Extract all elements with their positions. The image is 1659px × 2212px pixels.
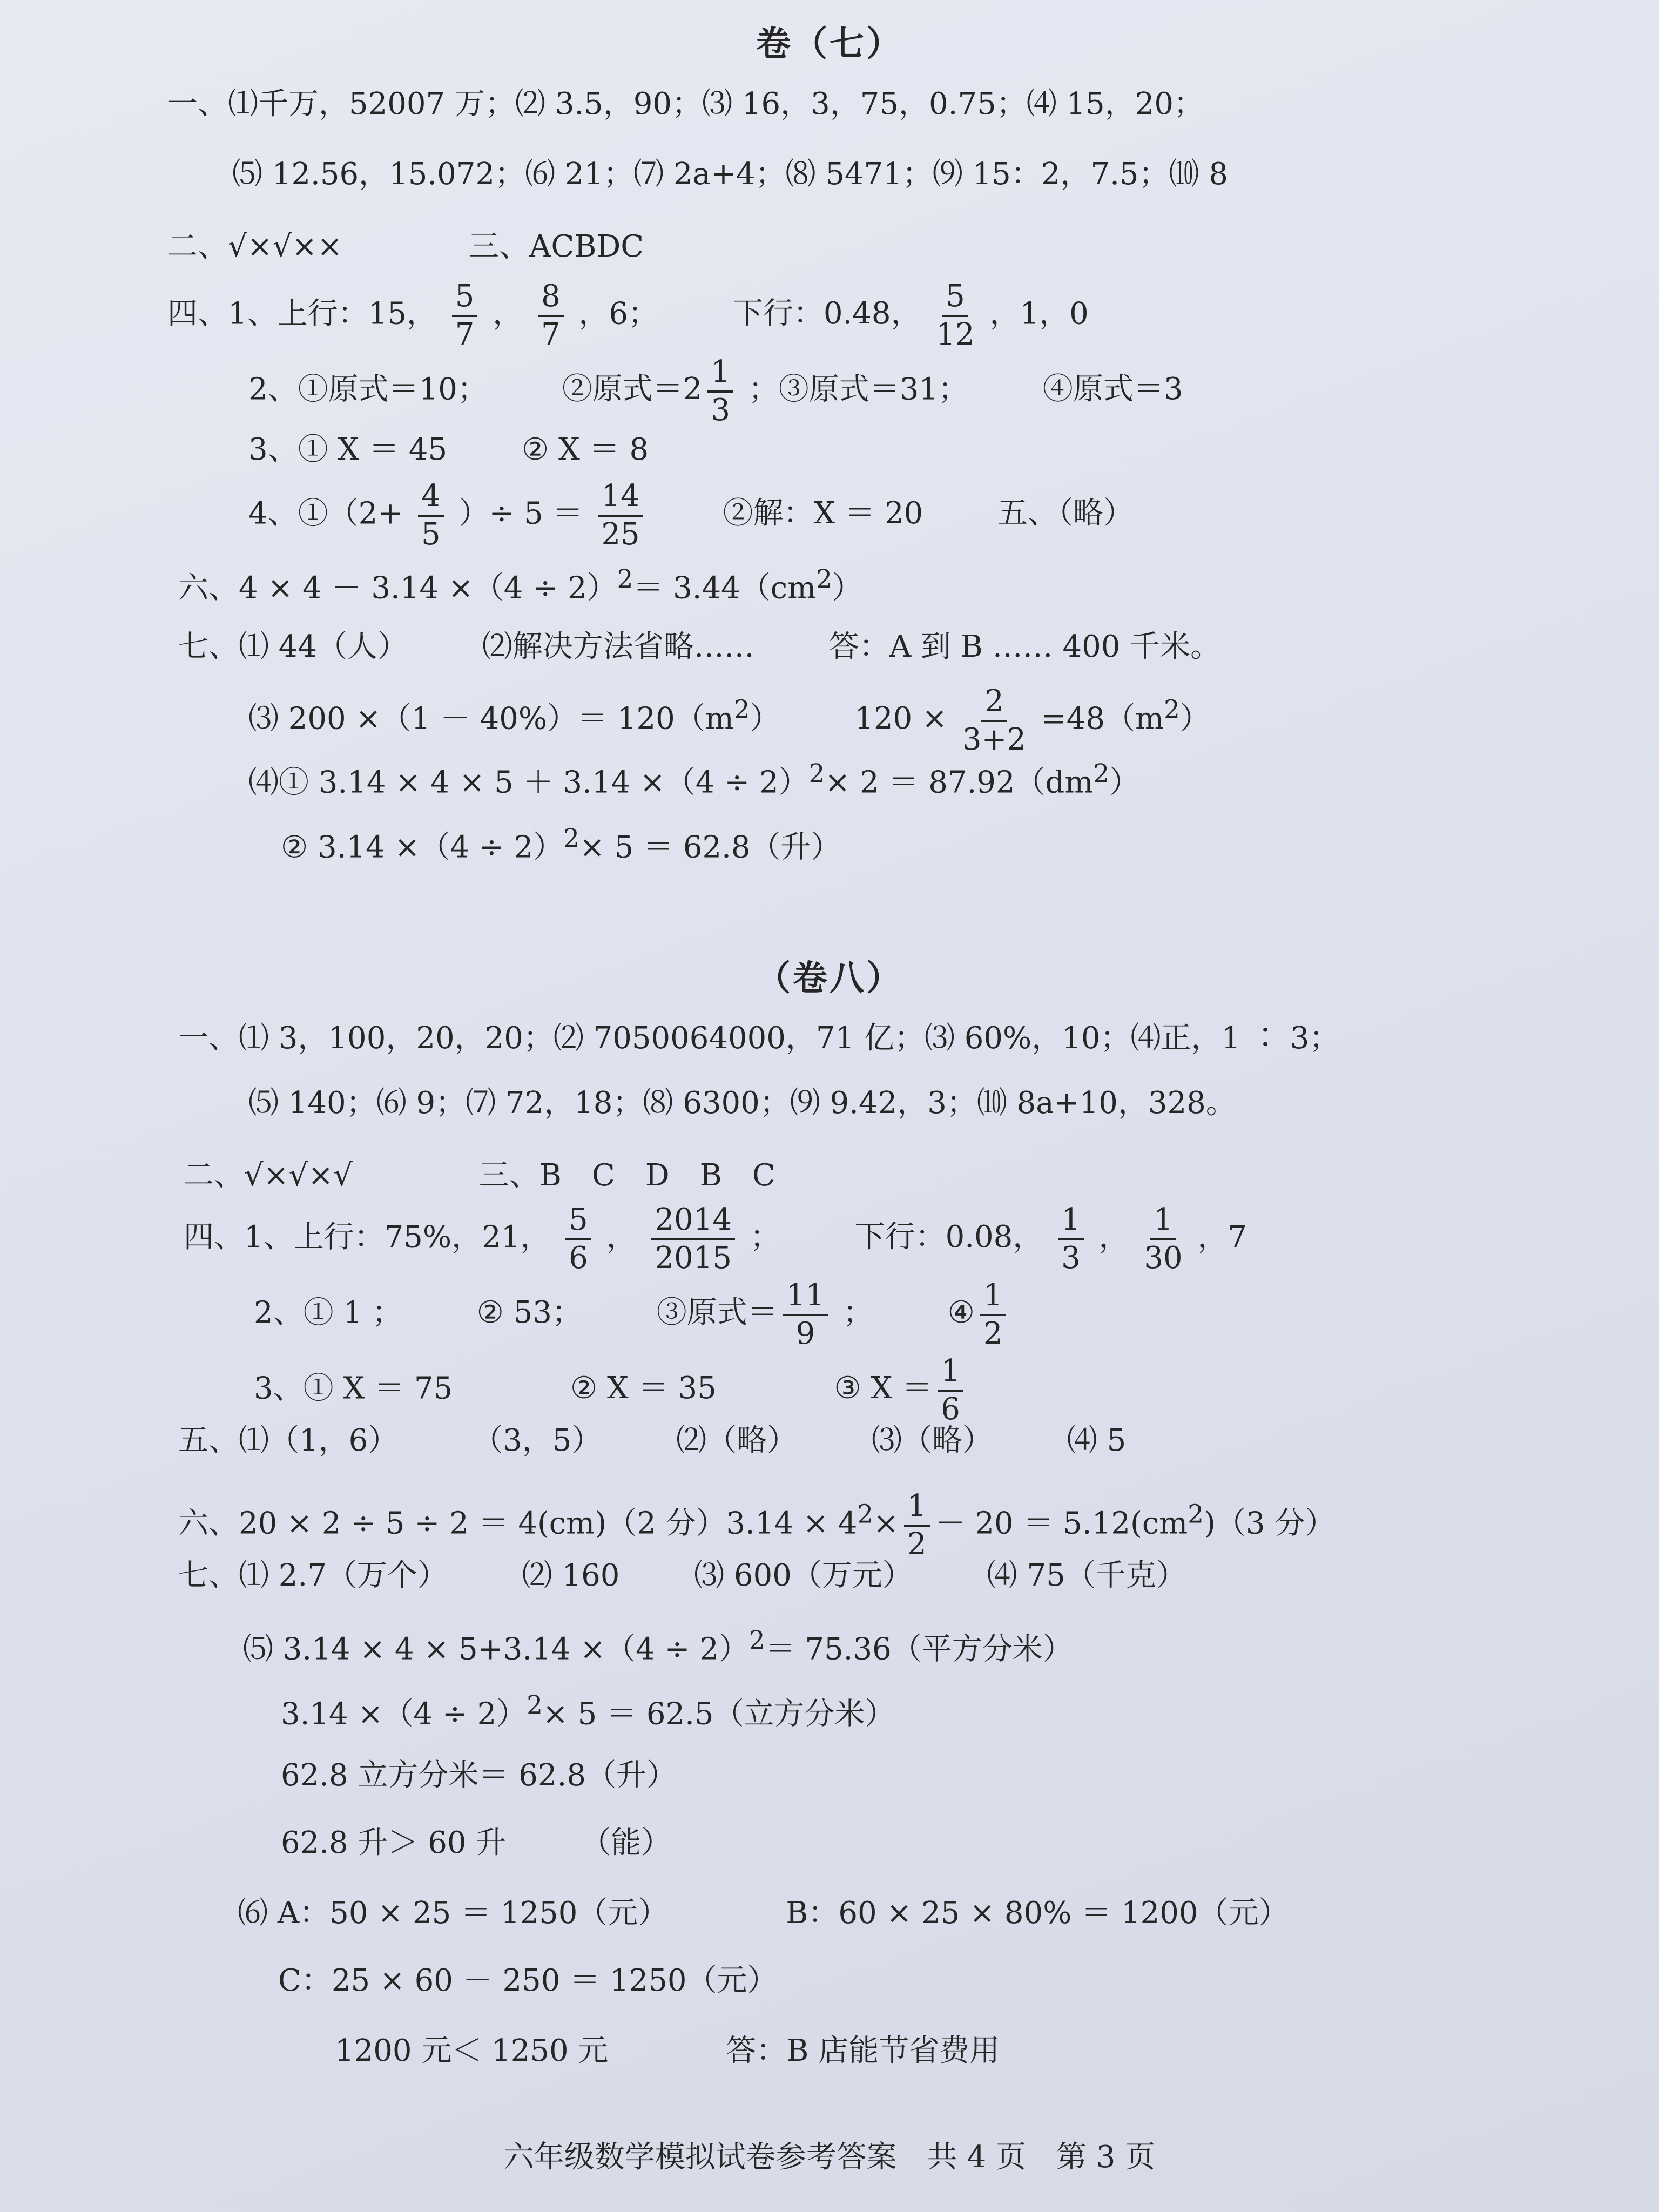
text: × 2 ＝ 87.92（dm [825, 765, 1094, 800]
superscript: 2 [857, 1500, 874, 1529]
text: × 5 ＝ 62.5（立方分米） [542, 1696, 895, 1732]
text: ⑸ 3.14 × 4 × 5+3.14 ×（4 ÷ 2） [243, 1631, 749, 1667]
text: ＝ 75.36（平方分米） [765, 1631, 1073, 1667]
text: B：60 × 25 × 80% ＝ 1200（元） [786, 1896, 1289, 1931]
text: 3、① X ＝ 45 [248, 432, 448, 467]
text: 3.14 ×（4 ÷ 2） [281, 1696, 527, 1732]
superscript: 2 [1093, 759, 1110, 788]
numerator: 1 [1058, 1204, 1084, 1240]
fraction [565, 1204, 591, 1274]
text: 五、⑴（1，6） [178, 1423, 399, 1458]
text: ④ [947, 1295, 975, 1331]
v8-part7-q6-2: C：25 × 60 － 250 ＝ 1250（元） [278, 1963, 778, 1998]
text: ③原式＝ [656, 1295, 778, 1331]
v7-part1-line1: 一、⑴千万，52007 万；⑵ 3.5，90；⑶ 16，3，75，0.75；⑷ 15，20； [167, 86, 1204, 122]
text: × [873, 1506, 899, 1541]
fraction [538, 281, 564, 351]
text: ④原式＝3 [1042, 372, 1183, 407]
numerator: 2014 [651, 1204, 735, 1240]
text: 1200 元＜ 1250 元 [335, 2033, 609, 2068]
text: 2、①原式＝10； [248, 372, 488, 407]
text: ⑵（略） [676, 1423, 798, 1458]
text: ⑷ 75（千克） [987, 1558, 1186, 1593]
v8-part1-line2: ⑸ 140；⑹ 9；⑺ 72，18；⑻ 6300；⑼ 9.42，3；⑽ 8a+10，328。 [248, 1085, 1236, 1121]
text: 2、① 1 ； [254, 1295, 402, 1331]
fraction [936, 281, 974, 351]
v8-part7-q5-4 [281, 1825, 672, 1860]
denominator: 12 [936, 316, 975, 352]
text: ） [1179, 701, 1210, 737]
text: ，1，0 [989, 296, 1089, 332]
denominator: 3 [1061, 1240, 1081, 1276]
v8-part5 [178, 1423, 1127, 1458]
superscript: 2 [733, 695, 750, 725]
v7-part4-q2 [248, 356, 1183, 427]
fraction [980, 1280, 1006, 1350]
fraction [904, 1488, 930, 1562]
section-title-7: 卷（七） [756, 24, 903, 64]
text: ）÷ 5 ＝ [458, 496, 583, 531]
text: 120 × [854, 701, 948, 737]
fraction [651, 1204, 735, 1274]
fraction [938, 1355, 963, 1426]
superscript: 2 [563, 824, 579, 853]
fraction [783, 1280, 828, 1350]
v8-part6 [178, 1488, 1336, 1562]
text: 下行：0.08， [854, 1219, 1043, 1255]
answer-text: 答：B 店能节省费用 [726, 2033, 1000, 2068]
numerator: 8 [538, 281, 564, 317]
v8-part4-q1 [184, 1204, 1247, 1274]
v7-part7-q3 [248, 686, 1210, 756]
text: ， [1098, 1219, 1129, 1255]
text: ②解：X ＝ 20 [723, 496, 923, 531]
numerator: 5 [452, 281, 478, 317]
fraction [707, 356, 733, 427]
text: =48（m [1041, 701, 1164, 737]
text: 4、①（2+ [248, 496, 403, 531]
numerator: 1 [707, 356, 733, 393]
v7-part4-q4 [248, 478, 1134, 552]
numerator: 1 [938, 1355, 963, 1392]
v8-part7-q6-1 [238, 1896, 1289, 1931]
v8-part2: 二、√×√×√ [184, 1157, 353, 1193]
text: ， [606, 1219, 637, 1255]
denominator: 3+2 [962, 721, 1027, 757]
v8-part3: 三、B C D B C [478, 1157, 775, 1193]
denominator: 6 [569, 1240, 588, 1276]
text: 四、1、上行：15， [167, 296, 437, 332]
v8-part7-q5-1 [243, 1628, 1073, 1665]
fraction [962, 686, 1026, 756]
v8-part7-q5-3: 62.8 立方分米＝ 62.8（升） [281, 1758, 677, 1793]
fraction [1144, 1204, 1182, 1274]
denominator: 7 [541, 316, 561, 352]
text: ⑷ 5 [1067, 1423, 1127, 1458]
fraction [598, 478, 643, 552]
denominator: 9 [795, 1316, 815, 1351]
fraction [452, 281, 478, 351]
text: 七、⑴ 2.7（万个） [178, 1558, 448, 1593]
text: ⑵ 160 [522, 1558, 620, 1593]
text: ，7 [1197, 1219, 1247, 1255]
v8-part7-line1 [178, 1558, 1186, 1593]
text: 六、4 × 4 － 3.14 ×（4 ÷ 2） [178, 570, 617, 606]
text: 下行：0.48， [732, 296, 921, 332]
text: （3，5） [473, 1423, 602, 1458]
superscript: 2 [1188, 1500, 1204, 1529]
superscript: 2 [1164, 695, 1180, 725]
numerator: 5 [565, 1204, 591, 1240]
v7-part7-q4-1 [248, 761, 1139, 798]
fraction [1058, 1204, 1084, 1274]
text: ⑶ 200 ×（1 － 40%）＝ 120（m [248, 701, 734, 737]
text: ②原式＝2 [562, 372, 703, 407]
text: ② 53； [476, 1295, 582, 1331]
text: 答：A 到 B …… 400 千米。 [828, 629, 1221, 664]
page-footer: 六年级数学模拟试卷参考答案 共 4 页 第 3 页 [503, 2140, 1156, 2175]
v7-part1-line2: ⑸ 12.56，15.072；⑹ 21；⑺ 2a+4；⑻ 5471；⑼ 15：2，7.5；⑽ 8 [232, 157, 1228, 192]
numerator: 11 [783, 1280, 828, 1316]
v7-part5: 五、（略） [997, 496, 1134, 531]
v8-part2-3 [184, 1158, 784, 1191]
text: 62.8 升＞ 60 升 [281, 1825, 507, 1860]
v7-part7-line1 [178, 629, 1221, 664]
text: ③ X ＝ [834, 1371, 933, 1406]
v8-part7-q5-2 [281, 1693, 895, 1730]
superscript: 2 [617, 565, 633, 594]
section-title-8: （卷八） [756, 958, 903, 999]
numerator: 1 [1150, 1204, 1176, 1240]
denominator: 25 [601, 516, 640, 552]
v8-part7-q6-3 [335, 2033, 1000, 2068]
fraction [418, 478, 444, 552]
denominator: 5 [421, 516, 441, 552]
v8-part1-line1: 一、⑴ 3，100，20，20；⑵ 7050064000，71 亿；⑶ 60%，10；⑷正，1 ∶ 3； [178, 1021, 1340, 1056]
denominator: 2 [907, 1526, 927, 1562]
text: 七、⑴ 44（人） [178, 629, 408, 664]
numerator: 14 [598, 481, 643, 517]
text: ② X ＝ 35 [570, 1371, 717, 1406]
v7-part7-q4-2 [281, 826, 841, 863]
text: 六、20 × 2 ÷ 5 ÷ 2 ＝ 4(cm)（2 分）3.14 × 4 [178, 1506, 858, 1541]
text: )（3 分） [1203, 1506, 1336, 1541]
v7-part2-3 [167, 230, 652, 262]
text: － 20 ＝ 5.12(cm [935, 1506, 1188, 1541]
v7-part4-q1 [167, 281, 1089, 351]
numerator: 1 [904, 1491, 930, 1527]
numerator: 5 [942, 281, 968, 317]
text: ， [493, 296, 523, 332]
superscript: 2 [816, 565, 832, 594]
numerator: 1 [980, 1280, 1006, 1316]
text: ⑶（略） [871, 1423, 993, 1458]
v8-part4-q2 [254, 1280, 1011, 1350]
text: ⑹ A：50 × 25 ＝ 1250（元） [238, 1896, 669, 1931]
v7-part2: 二、√×√×× [167, 228, 343, 264]
text: ，6； [578, 296, 659, 332]
text: × 5 ＝ 62.8（升） [579, 830, 841, 865]
text: ② 3.14 ×（4 ÷ 2） [281, 830, 564, 865]
denominator: 2015 [655, 1240, 732, 1276]
v7-part4-q3 [248, 432, 649, 467]
text: ； [842, 1295, 873, 1331]
text: ；③原式＝31； [748, 372, 969, 407]
denominator: 2 [983, 1316, 1003, 1351]
denominator: 6 [941, 1391, 960, 1427]
superscript: 2 [808, 759, 825, 788]
denominator: 3 [711, 392, 730, 428]
text: ＝ 3.44（cm [633, 570, 817, 606]
denominator: 30 [1144, 1240, 1183, 1276]
superscript: 2 [748, 1626, 765, 1655]
v8-part4-q3 [254, 1355, 969, 1426]
superscript: 2 [527, 1691, 543, 1720]
text: ） [750, 701, 780, 737]
v7-part3: 三、ACBDC [468, 228, 644, 264]
text: （能） [581, 1825, 672, 1860]
text: 四、1、上行：75%，21， [184, 1219, 551, 1255]
text: ② X ＝ 8 [521, 432, 649, 467]
v7-part6 [178, 567, 862, 604]
numerator: 4 [418, 481, 444, 517]
text: ） [832, 570, 862, 606]
text: ） [1109, 765, 1140, 800]
text: ； [750, 1219, 780, 1255]
text: ⑵解决方法省略…… [482, 629, 754, 664]
text: ⑷① 3.14 × 4 × 5 ＋ 3.14 ×（4 ÷ 2） [248, 765, 809, 800]
numerator: 2 [981, 686, 1007, 722]
denominator: 7 [455, 316, 475, 352]
text: 3、① X ＝ 75 [254, 1371, 453, 1406]
text: ⑶ 600（万元） [694, 1558, 913, 1593]
